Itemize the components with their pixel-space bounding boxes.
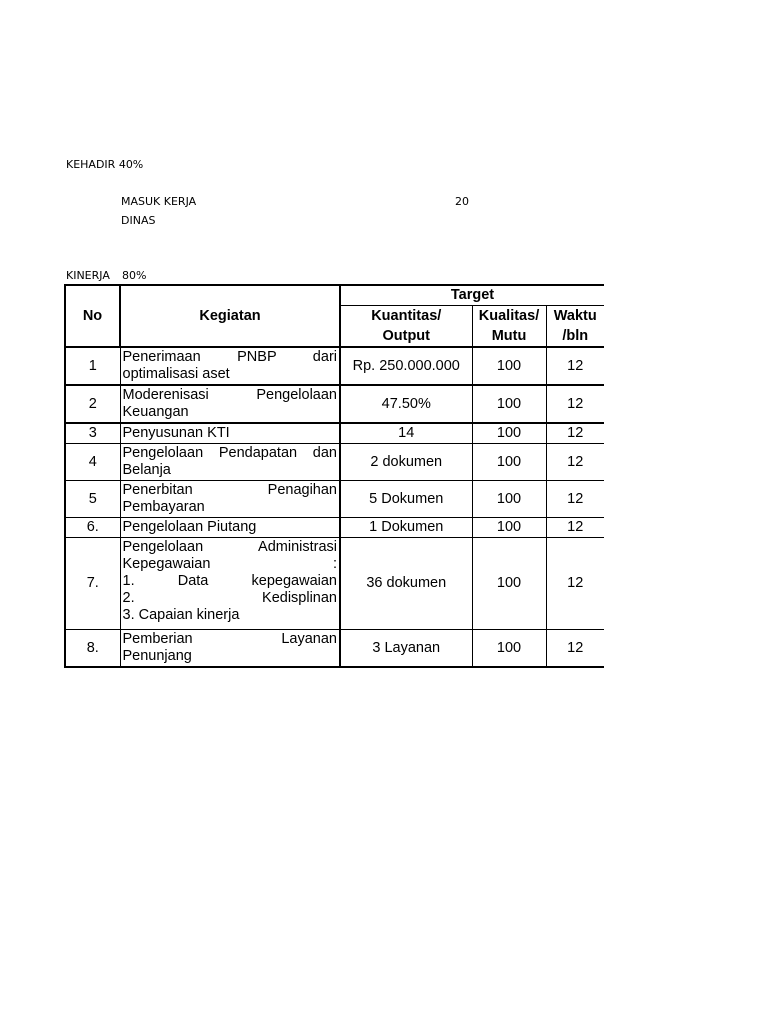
row-no: 8.	[65, 629, 120, 667]
kegiatan-line: Pembayaran	[122, 498, 205, 515]
table-row	[65, 629, 604, 667]
masuk-kerja-value: 20	[455, 195, 469, 208]
row-kegiatan	[120, 517, 340, 537]
row-kuantitas: Rp. 250.000.000	[340, 347, 472, 385]
table-row	[65, 443, 604, 480]
header-kuantitas	[340, 305, 472, 347]
header-kualitas-line1: Kualitas/	[478, 307, 540, 324]
row-kualitas: 100	[472, 423, 546, 444]
row-waktu: 12	[546, 347, 604, 385]
kegiatan-line: optimalisasi aset	[122, 365, 230, 382]
kehadir-label: KEHADIR 40%	[66, 158, 144, 171]
row-no: 4	[65, 443, 120, 480]
kegiatan-line: Pengelolaan Administrasi	[122, 538, 337, 555]
row-kegiatan	[120, 443, 340, 480]
table-row	[65, 423, 604, 444]
row-kegiatan	[120, 347, 340, 385]
row-kualitas: 100	[472, 537, 546, 629]
row-kuantitas: 3 Layanan	[340, 629, 472, 667]
header-kualitas-line2: Mutu	[491, 327, 527, 344]
kegiatan-line: Penyusunan KTI	[122, 424, 230, 441]
kinerja-value: 80%	[122, 269, 147, 282]
kegiatan-line: Penerimaan PNBP dari	[122, 348, 337, 365]
row-kegiatan	[120, 423, 340, 444]
row-waktu: 12	[546, 443, 604, 480]
row-kegiatan	[120, 537, 340, 629]
masuk-kerja-label: MASUK KERJA	[121, 195, 197, 208]
row-no: 1	[65, 347, 120, 385]
kegiatan-line: Penerbitan Penagihan	[122, 481, 337, 498]
header-kegiatan: Kegiatan	[120, 285, 340, 347]
header-waktu-line2: /bln	[562, 327, 589, 344]
table-row	[65, 385, 604, 423]
kegiatan-line: Pengelolaan Pendapatan dan	[122, 444, 337, 461]
row-no: 2	[65, 385, 120, 423]
target-table	[64, 284, 604, 668]
row-kuantitas: 2 dokumen	[340, 443, 472, 480]
kegiatan-line: Belanja	[122, 461, 171, 478]
kegiatan-line: Kepegawaian :	[122, 555, 337, 572]
header-no: No	[65, 285, 120, 347]
table-row	[65, 347, 604, 385]
row-kegiatan	[120, 385, 340, 423]
kinerja-label: KINERJA	[66, 269, 110, 282]
row-kualitas: 100	[472, 629, 546, 667]
row-waktu: 12	[546, 385, 604, 423]
row-kegiatan	[120, 480, 340, 517]
row-no: 6.	[65, 517, 120, 537]
table-row	[65, 480, 604, 517]
kegiatan-line: Pemberian Layanan	[122, 630, 337, 647]
row-kualitas: 100	[472, 443, 546, 480]
row-kuantitas: 47.50%	[340, 385, 472, 423]
header-target: Target	[340, 285, 604, 305]
kegiatan-line: 1. Data kepegawaian	[122, 572, 337, 589]
row-no: 7.	[65, 537, 120, 629]
row-waktu: 12	[546, 517, 604, 537]
header-kualitas	[472, 305, 546, 347]
kegiatan-line: 3. Capaian kinerja	[122, 606, 240, 623]
row-waktu: 12	[546, 537, 604, 629]
kegiatan-line: Keuangan	[122, 403, 189, 420]
kegiatan-line: Moderenisasi Pengelolaan	[122, 386, 337, 403]
row-kuantitas: 1 Dokumen	[340, 517, 472, 537]
header-waktu	[546, 305, 604, 347]
row-kegiatan	[120, 629, 340, 667]
row-kualitas: 100	[472, 480, 546, 517]
row-kualitas: 100	[472, 347, 546, 385]
row-waktu: 12	[546, 629, 604, 667]
row-kualitas: 100	[472, 517, 546, 537]
row-kuantitas: 14	[340, 423, 472, 444]
header-kuantitas-line2: Output	[382, 327, 430, 344]
row-waktu: 12	[546, 423, 604, 444]
header-kuantitas-line1: Kuantitas/	[371, 307, 442, 324]
row-kuantitas: 5 Dokumen	[340, 480, 472, 517]
row-kuantitas: 36 dokumen	[340, 537, 472, 629]
row-no: 3	[65, 423, 120, 444]
row-no: 5	[65, 480, 120, 517]
kegiatan-line: 2. Kedisplinan	[122, 589, 337, 606]
row-waktu: 12	[546, 480, 604, 517]
dinas-label: DINAS	[121, 214, 156, 227]
row-kualitas: 100	[472, 385, 546, 423]
kegiatan-line: Pengelolaan Piutang	[122, 518, 257, 535]
header-waktu-line1: Waktu	[553, 307, 597, 324]
kegiatan-line: Penunjang	[122, 647, 192, 664]
table-row	[65, 537, 604, 629]
table-row	[65, 517, 604, 537]
